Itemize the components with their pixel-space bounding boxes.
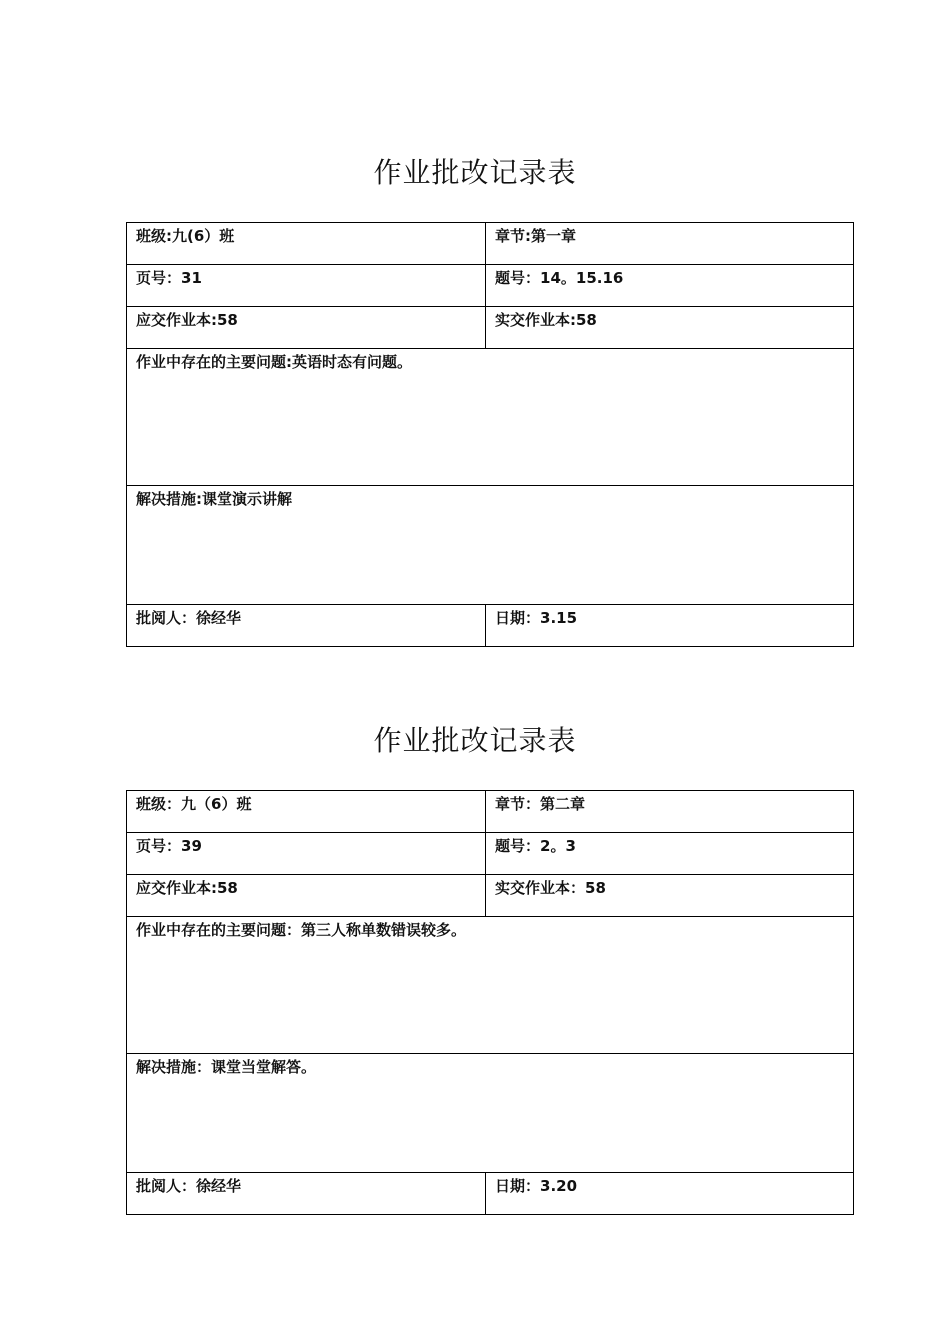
submitted-count-cell: [486, 307, 854, 349]
main-problem-cell: [127, 349, 854, 486]
table-row: [127, 307, 854, 349]
date-value: 3.20: [540, 1177, 578, 1195]
class-label: 班级：: [136, 795, 182, 813]
page-number-cell: [127, 833, 486, 875]
table-row: [127, 486, 854, 605]
form-title: 作业批改记录表: [373, 156, 577, 189]
chapter-value: 第二章: [540, 795, 586, 813]
due-count-value: 58: [217, 879, 238, 897]
page-number-label: 页号：: [136, 269, 182, 287]
page-number-label: 页号：: [136, 837, 182, 855]
due-count-cell: [127, 307, 486, 349]
main-problem-label: 作业中存在的主要问题：: [136, 921, 302, 939]
class-value: 九（6）班: [181, 795, 252, 813]
main-problem-value: 英语时态有问题。: [292, 353, 413, 371]
due-count-value: 58: [217, 311, 238, 329]
due-count-label: 应交作业本:: [136, 311, 217, 329]
date-cell: [486, 1173, 854, 1215]
date-label: 日期：: [495, 609, 541, 627]
main-problem-value: 第三人称单数错误较多。: [301, 921, 467, 939]
main-problem-cell: [127, 917, 854, 1054]
submitted-count-cell: [486, 875, 854, 917]
chapter-cell: [486, 791, 854, 833]
table-row: [127, 349, 854, 486]
question-number-label: 题号：: [495, 837, 541, 855]
solution-value: 课堂演示讲解: [202, 490, 293, 508]
homework-record-table: [126, 790, 854, 1215]
solution-cell: [127, 1054, 854, 1173]
solution-cell: [127, 486, 854, 605]
question-number-value: 14。15.16: [540, 269, 624, 287]
reviewer-label: 批阅人：: [136, 1177, 197, 1195]
chapter-label: 章节:: [495, 227, 531, 245]
class-value: 九(6）班: [172, 227, 235, 245]
table-row: [127, 833, 854, 875]
question-number-label: 题号：: [495, 269, 541, 287]
chapter-cell: [486, 223, 854, 265]
submitted-count-value: 58: [576, 311, 597, 329]
question-number-value: 2。3: [540, 837, 576, 855]
reviewer-value: 徐经华: [196, 1177, 242, 1195]
table-row: [127, 223, 854, 265]
date-value: 3.15: [540, 609, 578, 627]
class-cell: [127, 791, 486, 833]
table-row: [127, 605, 854, 647]
due-count-cell: [127, 875, 486, 917]
date-cell: [486, 605, 854, 647]
submitted-count-label: 实交作业本:: [495, 311, 576, 329]
class-label: 班级:: [136, 227, 172, 245]
table-row: [127, 1173, 854, 1215]
question-number-cell: [486, 833, 854, 875]
reviewer-cell: [127, 1173, 486, 1215]
solution-label: 解决措施:: [136, 490, 202, 508]
chapter-label: 章节：: [495, 795, 541, 813]
submitted-count-value: 58: [585, 879, 606, 897]
reviewer-value: 徐经华: [196, 609, 242, 627]
form-title: 作业批改记录表: [373, 724, 577, 757]
class-cell: [127, 223, 486, 265]
submitted-count-label: 实交作业本：: [495, 879, 586, 897]
chapter-value: 第一章: [531, 227, 577, 245]
due-count-label: 应交作业本:: [136, 879, 217, 897]
homework-record-table: [126, 222, 854, 647]
table-row: [127, 1054, 854, 1173]
table-row: [127, 265, 854, 307]
page-number-value: 39: [181, 837, 202, 855]
solution-label: 解决措施：: [136, 1058, 212, 1076]
solution-value: 课堂当堂解答。: [211, 1058, 317, 1076]
main-problem-label: 作业中存在的主要问题:: [136, 353, 292, 371]
table-row: [127, 917, 854, 1054]
table-row: [127, 791, 854, 833]
question-number-cell: [486, 265, 854, 307]
reviewer-label: 批阅人：: [136, 609, 197, 627]
reviewer-cell: [127, 605, 486, 647]
table-row: [127, 875, 854, 917]
date-label: 日期：: [495, 1177, 541, 1195]
page-number-value: 31: [181, 269, 202, 287]
page-number-cell: [127, 265, 486, 307]
